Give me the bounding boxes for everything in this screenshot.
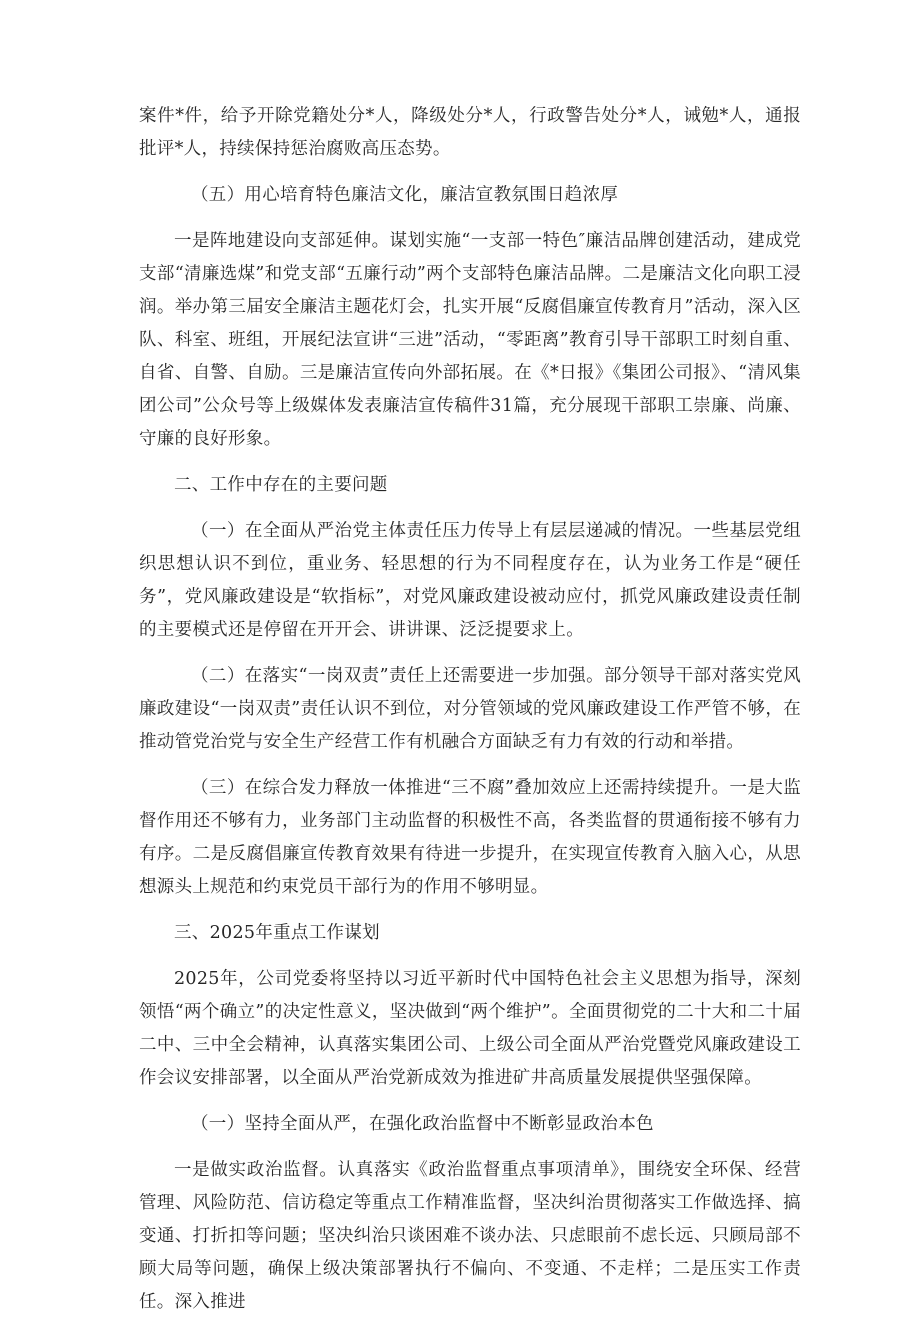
heading-problems: 二、工作中存在的主要问题 <box>174 475 388 495</box>
paragraph-culture-building: 一是阵地建设向支部延伸。谋划实施“一支部一特色″廉洁品牌创建活动，建成党支部“清廉选煤”和党支部“五廉行动”两个支部特色廉洁品牌。二是廉洁文化向职工浸润。举办第三届安全廉洁主题花灯会，扎实开展“反腐倡廉宣传教育月”活动，深入区队、科室、班组，开展纪法宣讲“三进”活动，“零距离”教育引导干部职工时刻自重、自省、自警、自励。三是廉洁宣传向外部拓展。在《*日报》《集团公司报》、“清风集团公司”公众号等上级媒体发表廉洁宣传稿件31篇，充分展现干部职工崇廉、尚廉、守廉的良好形象。 <box>139 231 801 449</box>
paragraph-continuation: 案件*件，给予开除党籍处分*人，降级处分*人，行政警告处分*人，诫勉*人，通报批评*人，持续保持惩治腐败高压态势。 <box>139 106 801 159</box>
subheading-plan-1: （一）坚持全面从严，在强化政治监督中不断彰显政治本色 <box>191 1114 654 1134</box>
subheading-section-5: （五）用心培育特色廉洁文化，廉洁宣教氛围日趋浓厚 <box>191 185 619 205</box>
paragraph-political-supervision: 一是做实政治监督。认真落实《政治监督重点事项清单》，围绕安全环保、经营管理、风险防范、信访稳定等重点工作精准监督，坚决纠治贯彻落实工作做选择、搞变通、打折扣等问题；坚决纠治只谈困难不谈办法、只虑眼前不虑长远、只顾局部不顾大局等问题，确保上级决策部署执行不偏向、不变通、不走样；二是压实工作责任。深入推进 <box>139 1160 801 1312</box>
paragraph-problem-3: （三）在综合发力释放一体推进“三不腐”叠加效应上还需持续提升。一是大监督作用还不够有力，业务部门主动监督的积极性不高，各类监督的贯通衔接不够有力有序。二是反腐倡廉宣传教育效果有待进一步提升，在实现宣传教育入脑入心，从思想源头上规范和约束党员干部行为的作用不够明显。 <box>139 778 801 897</box>
paragraph-2025-intro: 2025年，公司党委将坚持以习近平新时代中国特色社会主义思想为指导，深刻领悟“两个确立”的决定性意义，坚决做到“两个维护”。全面贯彻党的二十大和二十届二中、三中全会精神，认真落实集团公司、上级公司全面从严治党暨党风廉政建设工作会议安排部署，以全面从严治党新成效为推进矿井高质量发展提供坚强保障。 <box>139 969 801 1088</box>
paragraph-problem-1: （一）在全面从严治党主体责任压力传导上有层层递减的情况。一些基层党组织思想认识不到位，重业务、轻思想的行为不同程度存在，认为业务工作是“硬任务”，党风廉政建设是“软指标”，对党风廉政建设被动应付，抓党风廉政建设责任制的主要模式还是停留在开开会、讲讲课、泛泛提要求上。 <box>139 521 801 640</box>
paragraph-problem-2: （二）在落实“一岗双责”责任上还需要进一步加强。部分领导干部对落实党风廉政建设“一岗双责”责任认识不到位，对分管领域的党风廉政建设工作严管不够，在推动管党治党与安全生产经营工作有机融合方面缺乏有力有效的行动和举措。 <box>139 666 801 752</box>
document-body <box>139 100 801 1332</box>
heading-2025-plan: 三、2025年重点工作谋划 <box>174 923 380 943</box>
